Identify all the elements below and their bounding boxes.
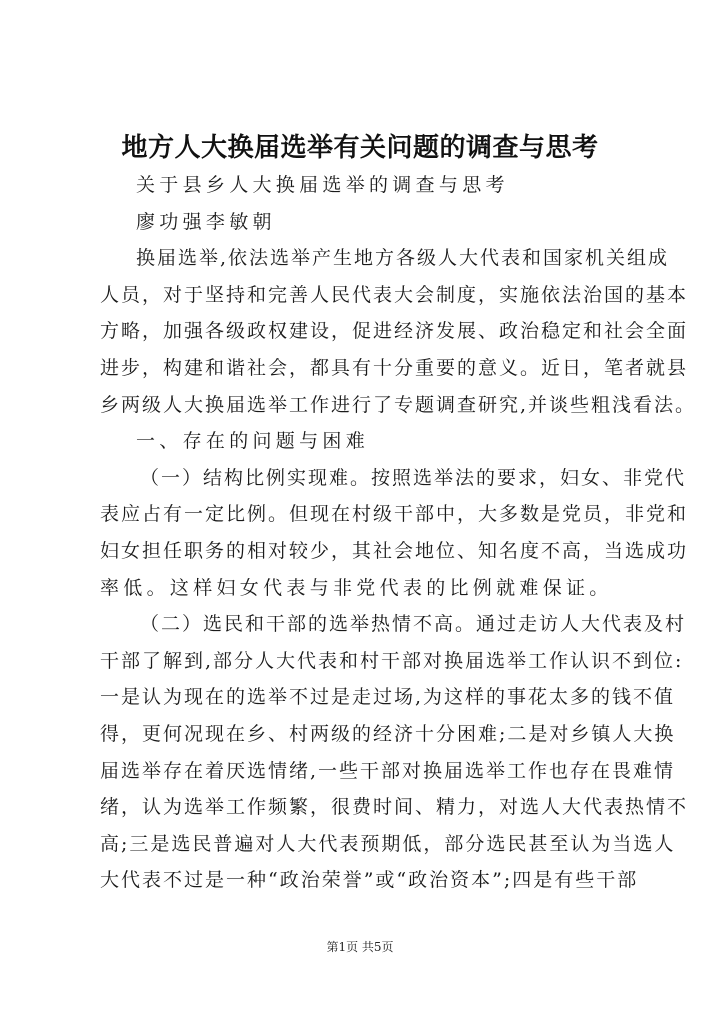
text-line: 干部了解到,部分人大代表和村干部对换届选举工作认识不到位: — [100, 649, 684, 672]
text-line: 率低。这样妇女代表与非党代表的比例就难保证。 — [100, 576, 613, 599]
text-line: （二）选民和干部的选举热情不高。通过走访人大代表及村 — [140, 613, 687, 636]
text-line: 得，更何况现在乡、村两级的经济十分困难;二是对乡镇人大换 — [100, 722, 676, 745]
text-line: 大代表不过是一种“政治荣誉”或“政治资本”;四是有些干部 — [100, 869, 639, 892]
text-line: 一是认为现在的选举不过是走过场,为这样的事花太多的钱不值 — [100, 686, 676, 709]
document-title: 地方人大换届选举有关问题的调查与思考 — [121, 133, 599, 163]
text-line: 一、存在的问题与困难 — [136, 430, 370, 453]
text-line: 表应占有一定比例。但现在村级干部中，大多数是党员，非党和 — [100, 503, 689, 526]
text-line: 乡两级人大换届选举工作进行了专题调查研究,并谈些粗浅看法。 — [100, 393, 697, 416]
text-line: 换届选举,依法选举产生地方各级人大代表和国家机关组成 — [136, 247, 670, 270]
text-line: 进步，构建和谐社会，都具有十分重要的意义。近日，笔者就县 — [100, 356, 689, 379]
text-line: 人员，对于坚持和完善人民代表大会制度，实施依法治国的基本 — [100, 283, 689, 306]
text-line: 高;三是选民普遍对人大代表预期低，部分选民甚至认为当选人 — [100, 832, 676, 855]
text-line: 绪，认为选举工作频繁，很费时间、精力，对选人大代表热情不 — [100, 796, 689, 819]
text-line: （一）结构比例实现难。按照选举法的要求，妇女、非党代 — [140, 466, 687, 489]
text-line: 届选举存在着厌选情绪,一些干部对换届选举工作也存在畏难情 — [100, 759, 676, 782]
text-line: 关于县乡人大换届选举的调查与思考 — [136, 174, 509, 196]
text-line: 廖功强李敏朝 — [136, 210, 276, 233]
document-body — [100, 167, 697, 899]
page-footer: 第1页 共5页 — [326, 940, 394, 954]
text-line: 妇女担任职务的相对较少，其社会地位、知名度不高，当选成功 — [100, 539, 689, 562]
text-line: 方略，加强各级政权建设，促进经济发展、政治稳定和社会全面 — [100, 320, 689, 343]
